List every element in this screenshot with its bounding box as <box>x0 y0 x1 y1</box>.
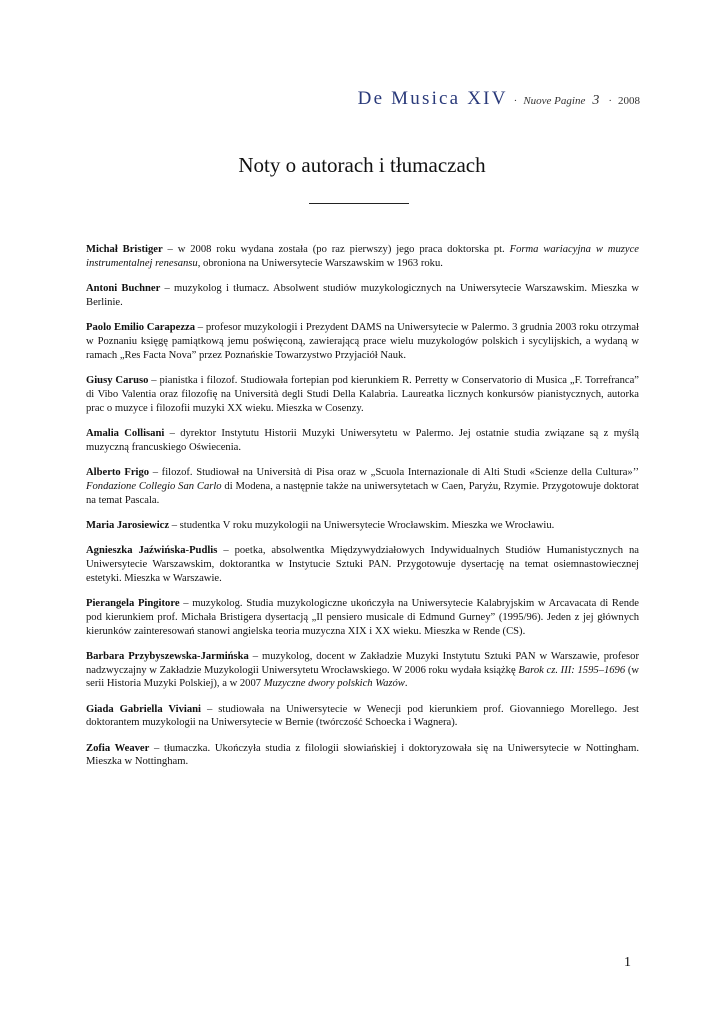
author-name: Amalia Collisani <box>86 427 165 439</box>
note-text: – dyrektor Instytutu Historii Muzyki Uniwersytetu w Palermo. Jej ostatnie studia związane są z myślą muzyczną francuskiego Oświecenia. <box>86 427 639 453</box>
author-note <box>86 544 639 586</box>
title-divider <box>309 203 409 204</box>
note-text: – muzykolog. Studia muzykologiczne ukończyła na Uniwersytecie Kalabryjskim w Arcavacata di Rende pod kierunkiem prof. Michała Bristigera dysertacją „Il pensiero musicale di Edmund Gurney” (1995/96). Jeden z jej głównych kierunków zainteresowań stanowi angielska teoria muzyczna XIX i XX wieku. Mieszka w Rende (CS). <box>86 597 639 637</box>
work-title: Muzyczne dwory polskich Wazów <box>263 678 405 690</box>
author-name: Antoni Buchner <box>86 283 161 294</box>
series-title: Nuove Pagine <box>523 95 586 107</box>
author-note <box>86 650 639 692</box>
running-head <box>358 88 640 110</box>
header-separator: · <box>608 95 612 107</box>
author-note <box>86 519 639 533</box>
author-notes-list <box>86 243 639 781</box>
note-text: – tłumaczka. Ukończyła studia z filologii słowiańskiej i doktoryzowała się na Uniwersytecie w Nottingham. Mieszka w Nottingham. <box>86 742 639 768</box>
volume-number: 3 <box>592 93 600 108</box>
author-note <box>86 742 639 770</box>
note-text: , obroniona na Uniwersytecie Warszawskim w 1963 roku. <box>197 257 443 269</box>
note-text: . <box>404 678 408 690</box>
author-name: Barbara Przybyszewska-Jarmińska <box>86 650 249 662</box>
author-note <box>86 282 639 310</box>
journal-title: De Musica XIV <box>357 88 508 109</box>
author-name: Alberto Frigo <box>86 466 150 478</box>
note-text: – muzykolog, docent w Zakładzie Muzyki Instytutu Sztuki PAN w Warszawie, profesor nadzwyczajny w Zakładzie Muzykologii Uniwersytetu Wrocławskiego. W 2006 roku wydała książkę <box>86 650 639 676</box>
author-name: Zofia Weaver <box>86 742 150 754</box>
header-separator: · <box>513 95 518 107</box>
author-note <box>86 597 639 639</box>
page-number: 1 <box>624 955 631 970</box>
year: 2008 <box>618 95 640 107</box>
note-text: – studentka V roku muzykologii na Uniwersytecie Wrocławskim. Mieszka we Wrocławiu. <box>169 519 555 531</box>
work-title: Forma wariacyjna w muzyce instrumentalnej renesansu <box>86 244 639 269</box>
page-title: Noty o autorach i tłumaczach <box>238 153 486 177</box>
author-note <box>86 243 639 271</box>
note-text: (w serii Historia Muzyki Polskiej), a w 2007 <box>86 664 640 690</box>
author-name: Pierangela Pingitore <box>86 597 180 609</box>
note-text: – pianistka i filozof. Studiowała fortepian pod kierunkiem R. Perretty w Conservatorio di Musica „F. Torrefranca” di Vibo Valentia oraz filozofię na Università degli Studi Della Kalabria. Laureatka licznych konkursów pianistycznych, autorka prac o muzyce i filozofii muzyki XX wieku. Mieszka w Cosenzy. <box>86 374 639 414</box>
author-note <box>86 374 639 416</box>
note-text: di Modena, a następnie także na uniwersytetach w Caen, Paryżu, Rzymie. Przygotowuje doktorat na temat Pascala. <box>86 480 639 506</box>
note-text: – studiowała na Uniwersytecie w Wenecji pod kierunkiem prof. Giovanniego Morellego. Jest doktorantem muzykologii na Uniwersytecie w Bernie (twórczość Schoecka i Wagnera). <box>86 703 639 729</box>
author-note <box>86 703 639 731</box>
author-note <box>86 466 639 508</box>
note-text: – muzykolog i tłumacz. Absolwent studiów muzykologicznych na Uniwersytecie Warszawskim. Mieszka w Berlinie. <box>86 283 639 308</box>
note-text: – profesor muzykologii i Prezydent DAMS na Uniwersytecie w Palermo. 3 grudnia 2003 roku otrzymał w Poznaniu księgę pamiątkową jemu poświęconą, zawierającą prace wielu muzykologów polskich i sycylijskich, a wydaną w ramach „Res Facta Nova” przez Poznańskie Towarzystwo Przyjaciół Nauk. <box>86 322 639 361</box>
note-text: – filozof. Studiował na Università di Pisa oraz w „Scuola Internazionale di Alti Studi «Scienze della Cultura»’’ <box>149 466 639 478</box>
author-name: Giusy Caruso <box>86 374 149 386</box>
author-note <box>86 427 639 455</box>
author-name: Agnieszka Jaźwińska-Pudlis <box>86 544 218 556</box>
note-text: – w 2008 roku wydana została (po raz pierwszy) jego praca doktorska pt. <box>162 244 510 255</box>
author-note <box>86 321 639 363</box>
author-name: Paolo Emilio Carapezza <box>86 322 196 333</box>
note-text: – poetka, absolwentka Międzywydziałowych Indywidualnych Studiów Humanistycznych na Uniwersytecie Warszawskim, doktorantka w Instytucie Sztuki PAN. Przygotowuje dysertację na temat osiemnastowiecznej estetyki. Mieszka w Warszawie. <box>86 544 640 584</box>
author-name: Giada Gabriella Viviani <box>86 703 201 715</box>
institution-name: Fondazione Collegio San Carlo <box>86 480 222 492</box>
work-title: Barok cz. III: 1595–1696 <box>518 664 626 676</box>
author-name: Maria Jarosiewicz <box>86 519 170 531</box>
author-name: Michał Bristiger <box>86 244 163 255</box>
